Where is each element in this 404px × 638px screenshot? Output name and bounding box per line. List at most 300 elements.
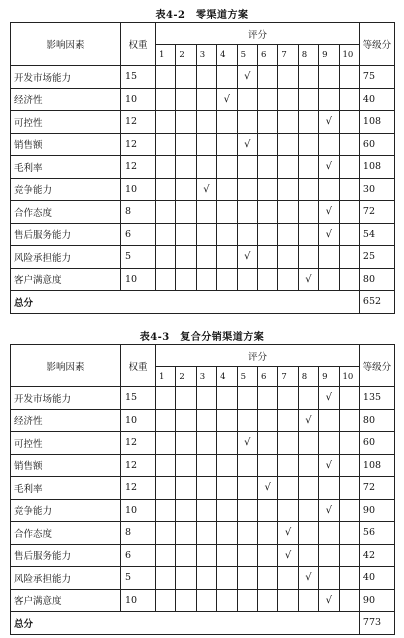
score-cell xyxy=(217,477,237,500)
total-row xyxy=(11,612,395,635)
score-cell xyxy=(278,133,298,156)
weight-cell: 15 xyxy=(121,66,156,89)
weight-cell: 12 xyxy=(121,156,156,179)
score-cell xyxy=(156,544,176,567)
weight-cell: 5 xyxy=(121,567,156,590)
check-mark: √ xyxy=(319,223,339,246)
score-cell xyxy=(156,111,176,134)
score-column-label: 4 xyxy=(217,45,237,66)
score-cell xyxy=(278,178,298,201)
score-cell xyxy=(176,268,196,291)
score-cell xyxy=(156,589,176,612)
composite-channel-table xyxy=(10,344,395,635)
score-cell xyxy=(217,223,237,246)
score-column-label: 9 xyxy=(319,45,339,66)
score-cell xyxy=(176,432,196,455)
header-row xyxy=(11,23,395,45)
score-cell xyxy=(257,178,277,201)
score-cell xyxy=(339,544,359,567)
score-column-label: 3 xyxy=(196,45,216,66)
score-cell xyxy=(196,499,216,522)
score-cell xyxy=(237,477,257,500)
score-column-label: 2 xyxy=(176,45,196,66)
score-cell xyxy=(339,589,359,612)
score-cell xyxy=(217,268,237,291)
score-cell xyxy=(278,66,298,89)
score-cell xyxy=(237,522,257,545)
grade-cell: 42 xyxy=(359,544,394,567)
score-cell xyxy=(156,522,176,545)
score-cell xyxy=(237,111,257,134)
factor-cell: 竞争能力 xyxy=(11,178,121,201)
score-cell xyxy=(156,246,176,269)
score-cell xyxy=(257,111,277,134)
score-cell xyxy=(176,589,196,612)
factor-header: 影响因素 xyxy=(11,345,121,387)
score-cell xyxy=(298,201,318,224)
score-cell xyxy=(196,223,216,246)
score-cell xyxy=(319,432,339,455)
table-row xyxy=(11,178,395,201)
factor-cell: 毛利率 xyxy=(11,477,121,500)
table-caption-2: 表4-3 复合分销渠道方案 xyxy=(139,332,265,343)
grade-cell: 80 xyxy=(359,268,394,291)
score-cell xyxy=(339,499,359,522)
grade-cell: 40 xyxy=(359,567,394,590)
score-cell xyxy=(196,88,216,111)
factor-cell: 毛利率 xyxy=(11,156,121,179)
check-mark: √ xyxy=(298,409,318,432)
score-cell xyxy=(298,178,318,201)
score-column-label: 7 xyxy=(278,45,298,66)
score-cell xyxy=(237,156,257,179)
score-cell xyxy=(278,111,298,134)
score-column-label: 1 xyxy=(156,45,176,66)
score-cell xyxy=(156,387,176,410)
score-column-label: 8 xyxy=(298,45,318,66)
check-mark: √ xyxy=(319,499,339,522)
score-cell xyxy=(217,567,237,590)
grade-header: 等级分 xyxy=(359,23,394,66)
weight-cell: 10 xyxy=(121,268,156,291)
grade-cell: 108 xyxy=(359,156,394,179)
score-cell xyxy=(176,387,196,410)
score-cell xyxy=(278,268,298,291)
check-mark: √ xyxy=(319,201,339,224)
score-cell xyxy=(156,409,176,432)
score-cell xyxy=(217,544,237,567)
score-cell xyxy=(156,201,176,224)
factor-cell: 开发市场能力 xyxy=(11,387,121,410)
score-cell xyxy=(176,133,196,156)
table-row xyxy=(11,454,395,477)
score-cell xyxy=(217,201,237,224)
check-mark: √ xyxy=(217,88,237,111)
score-column-label: 10 xyxy=(339,367,359,387)
score-cell xyxy=(319,409,339,432)
score-column-label: 6 xyxy=(257,45,277,66)
score-cell xyxy=(196,432,216,455)
score-cell xyxy=(257,201,277,224)
score-cell xyxy=(278,499,298,522)
score-cell xyxy=(298,454,318,477)
score-cell xyxy=(196,522,216,545)
factor-cell: 开发市场能力 xyxy=(11,66,121,89)
check-mark: √ xyxy=(278,544,298,567)
score-cell xyxy=(156,223,176,246)
score-cell xyxy=(176,454,196,477)
score-cell xyxy=(176,499,196,522)
grade-cell: 40 xyxy=(359,88,394,111)
score-cell xyxy=(196,477,216,500)
score-cell xyxy=(176,544,196,567)
check-mark: √ xyxy=(298,268,318,291)
factor-cell: 经济性 xyxy=(11,409,121,432)
factor-cell: 经济性 xyxy=(11,88,121,111)
score-cell xyxy=(156,178,176,201)
score-cell xyxy=(196,387,216,410)
table-row xyxy=(11,133,395,156)
weight-cell: 10 xyxy=(121,178,156,201)
score-cell xyxy=(237,387,257,410)
score-cell xyxy=(298,223,318,246)
score-cell xyxy=(156,88,176,111)
score-cell xyxy=(339,522,359,545)
total-label: 总分 xyxy=(11,612,360,635)
factor-cell: 竞争能力 xyxy=(11,499,121,522)
score-cell xyxy=(176,201,196,224)
weight-cell: 15 xyxy=(121,387,156,410)
check-mark: √ xyxy=(319,156,339,179)
score-cell xyxy=(278,201,298,224)
score-cell xyxy=(298,432,318,455)
grade-cell: 108 xyxy=(359,111,394,134)
score-cell xyxy=(156,432,176,455)
grade-cell: 72 xyxy=(359,477,394,500)
factor-header: 影响因素 xyxy=(11,23,121,66)
score-cell xyxy=(298,544,318,567)
score-column-label: 9 xyxy=(319,367,339,387)
weight-cell: 10 xyxy=(121,409,156,432)
score-cell xyxy=(176,88,196,111)
weight-cell: 5 xyxy=(121,246,156,269)
table-row xyxy=(11,567,395,590)
score-cell xyxy=(237,544,257,567)
score-cell xyxy=(257,246,277,269)
grade-cell: 72 xyxy=(359,201,394,224)
zero-channel-table xyxy=(10,22,395,314)
score-cell xyxy=(217,387,237,410)
score-cell xyxy=(196,409,216,432)
score-cell xyxy=(217,522,237,545)
score-column-label: 4 xyxy=(217,367,237,387)
grade-cell: 135 xyxy=(359,387,394,410)
score-cell xyxy=(319,544,339,567)
score-cell xyxy=(176,409,196,432)
score-cell xyxy=(319,66,339,89)
weight-cell: 8 xyxy=(121,201,156,224)
factor-cell: 售后服务能力 xyxy=(11,544,121,567)
table-row xyxy=(11,522,395,545)
score-cell xyxy=(298,246,318,269)
score-cell xyxy=(257,133,277,156)
score-cell xyxy=(196,201,216,224)
factor-cell: 客户满意度 xyxy=(11,589,121,612)
score-cell xyxy=(176,223,196,246)
factor-cell: 风险承担能力 xyxy=(11,246,121,269)
score-cell xyxy=(237,499,257,522)
score-cell xyxy=(339,268,359,291)
score-cell xyxy=(257,589,277,612)
grade-cell: 108 xyxy=(359,454,394,477)
score-header: 评分 xyxy=(156,23,360,45)
score-cell xyxy=(257,268,277,291)
score-cell xyxy=(319,246,339,269)
grade-cell: 54 xyxy=(359,223,394,246)
score-cell xyxy=(237,88,257,111)
score-column-label: 5 xyxy=(237,45,257,66)
score-cell xyxy=(257,409,277,432)
score-cell xyxy=(319,477,339,500)
score-cell xyxy=(298,66,318,89)
grade-cell: 25 xyxy=(359,246,394,269)
weight-cell: 12 xyxy=(121,454,156,477)
score-cell xyxy=(339,66,359,89)
score-cell xyxy=(298,477,318,500)
score-cell xyxy=(156,66,176,89)
weight-cell: 10 xyxy=(121,88,156,111)
check-mark: √ xyxy=(196,178,216,201)
score-cell xyxy=(339,477,359,500)
score-cell xyxy=(217,246,237,269)
score-cell xyxy=(319,522,339,545)
weight-cell: 6 xyxy=(121,544,156,567)
score-cell xyxy=(278,223,298,246)
score-cell xyxy=(196,268,216,291)
table-row xyxy=(11,111,395,134)
table-row xyxy=(11,432,395,455)
check-mark: √ xyxy=(319,111,339,134)
table-row xyxy=(11,156,395,179)
check-mark: √ xyxy=(319,454,339,477)
factor-cell: 可控性 xyxy=(11,111,121,134)
score-cell xyxy=(156,156,176,179)
score-cell xyxy=(319,178,339,201)
table-row xyxy=(11,409,395,432)
grade-cell: 30 xyxy=(359,178,394,201)
score-cell xyxy=(176,111,196,134)
score-cell xyxy=(339,178,359,201)
score-cell xyxy=(176,156,196,179)
score-cell xyxy=(176,477,196,500)
weight-header: 权重 xyxy=(121,345,156,387)
score-cell xyxy=(298,111,318,134)
grade-cell: 80 xyxy=(359,409,394,432)
score-cell xyxy=(298,156,318,179)
check-mark: √ xyxy=(237,66,257,89)
table-row xyxy=(11,88,395,111)
score-cell xyxy=(217,111,237,134)
score-cell xyxy=(339,409,359,432)
score-cell xyxy=(319,567,339,590)
score-cell xyxy=(278,589,298,612)
score-cell xyxy=(278,246,298,269)
score-column-label: 7 xyxy=(278,367,298,387)
score-cell xyxy=(298,133,318,156)
score-cell xyxy=(196,156,216,179)
table-row xyxy=(11,544,395,567)
score-cell xyxy=(196,246,216,269)
weight-cell: 6 xyxy=(121,223,156,246)
grade-header: 等级分 xyxy=(359,345,394,387)
weight-header: 权重 xyxy=(121,23,156,66)
total-value: 773 xyxy=(359,612,394,635)
score-cell xyxy=(257,387,277,410)
weight-cell: 12 xyxy=(121,432,156,455)
score-cell xyxy=(156,133,176,156)
score-cell xyxy=(257,223,277,246)
factor-cell: 客户满意度 xyxy=(11,268,121,291)
check-mark: √ xyxy=(257,477,277,500)
score-cell xyxy=(217,432,237,455)
factor-cell: 可控性 xyxy=(11,432,121,455)
score-cell xyxy=(217,178,237,201)
score-cell xyxy=(237,454,257,477)
table-row xyxy=(11,589,395,612)
score-cell xyxy=(217,133,237,156)
score-cell xyxy=(278,387,298,410)
score-cell xyxy=(339,133,359,156)
score-cell xyxy=(196,454,216,477)
table-row xyxy=(11,246,395,269)
score-cell xyxy=(298,88,318,111)
score-cell xyxy=(217,589,237,612)
factor-cell: 合作态度 xyxy=(11,201,121,224)
score-column-label: 3 xyxy=(196,367,216,387)
score-header: 评分 xyxy=(156,345,360,367)
table-row xyxy=(11,268,395,291)
score-cell xyxy=(257,567,277,590)
check-mark: √ xyxy=(237,246,257,269)
weight-cell: 8 xyxy=(121,522,156,545)
score-cell xyxy=(257,522,277,545)
weight-cell: 12 xyxy=(121,477,156,500)
score-cell xyxy=(176,567,196,590)
score-cell xyxy=(237,268,257,291)
score-cell xyxy=(156,567,176,590)
score-cell xyxy=(339,246,359,269)
score-cell xyxy=(257,66,277,89)
score-cell xyxy=(237,589,257,612)
score-cell xyxy=(257,499,277,522)
table-row xyxy=(11,223,395,246)
score-cell xyxy=(257,454,277,477)
grade-cell: 75 xyxy=(359,66,394,89)
score-cell xyxy=(257,156,277,179)
score-cell xyxy=(339,111,359,134)
header-row xyxy=(11,345,395,367)
score-cell xyxy=(278,567,298,590)
score-cell xyxy=(319,133,339,156)
score-cell xyxy=(196,544,216,567)
score-cell xyxy=(196,111,216,134)
score-column-label: 1 xyxy=(156,367,176,387)
table-caption-1: 表4-2 零渠道方案 xyxy=(155,10,249,21)
weight-cell: 12 xyxy=(121,133,156,156)
check-mark: √ xyxy=(319,387,339,410)
score-cell xyxy=(339,156,359,179)
score-cell xyxy=(237,223,257,246)
table-row xyxy=(11,201,395,224)
score-cell xyxy=(278,477,298,500)
score-column-label: 5 xyxy=(237,367,257,387)
weight-cell: 10 xyxy=(121,589,156,612)
table-row xyxy=(11,66,395,89)
score-cell xyxy=(156,499,176,522)
score-cell xyxy=(176,246,196,269)
score-cell xyxy=(339,201,359,224)
table-row xyxy=(11,499,395,522)
score-cell xyxy=(257,88,277,111)
grade-cell: 56 xyxy=(359,522,394,545)
weight-cell: 12 xyxy=(121,111,156,134)
score-cell xyxy=(278,454,298,477)
factor-cell: 风险承担能力 xyxy=(11,567,121,590)
score-cell xyxy=(339,454,359,477)
score-cell xyxy=(217,409,237,432)
score-cell xyxy=(278,432,298,455)
table-row xyxy=(11,477,395,500)
total-label: 总分 xyxy=(11,291,360,314)
score-cell xyxy=(176,66,196,89)
factor-cell: 销售额 xyxy=(11,454,121,477)
score-cell xyxy=(278,156,298,179)
score-cell xyxy=(176,522,196,545)
score-cell xyxy=(298,522,318,545)
table-row xyxy=(11,387,395,410)
factor-cell: 销售额 xyxy=(11,133,121,156)
score-cell xyxy=(196,66,216,89)
total-row xyxy=(11,291,395,314)
score-column-label: 8 xyxy=(298,367,318,387)
score-cell xyxy=(298,499,318,522)
total-value: 652 xyxy=(359,291,394,314)
score-cell xyxy=(176,178,196,201)
score-cell xyxy=(237,567,257,590)
weight-cell: 10 xyxy=(121,499,156,522)
score-cell xyxy=(278,88,298,111)
grade-cell: 60 xyxy=(359,432,394,455)
factor-cell: 售后服务能力 xyxy=(11,223,121,246)
score-cell xyxy=(339,387,359,410)
score-cell xyxy=(278,409,298,432)
check-mark: √ xyxy=(298,567,318,590)
score-cell xyxy=(298,589,318,612)
score-cell xyxy=(237,201,257,224)
grade-cell: 60 xyxy=(359,133,394,156)
score-cell xyxy=(156,454,176,477)
factor-cell: 合作态度 xyxy=(11,522,121,545)
score-cell xyxy=(156,477,176,500)
score-cell xyxy=(237,178,257,201)
score-cell xyxy=(217,156,237,179)
score-cell xyxy=(298,387,318,410)
score-cell xyxy=(339,432,359,455)
score-cell xyxy=(196,133,216,156)
score-column-label: 2 xyxy=(176,367,196,387)
score-cell xyxy=(339,567,359,590)
score-cell xyxy=(156,268,176,291)
